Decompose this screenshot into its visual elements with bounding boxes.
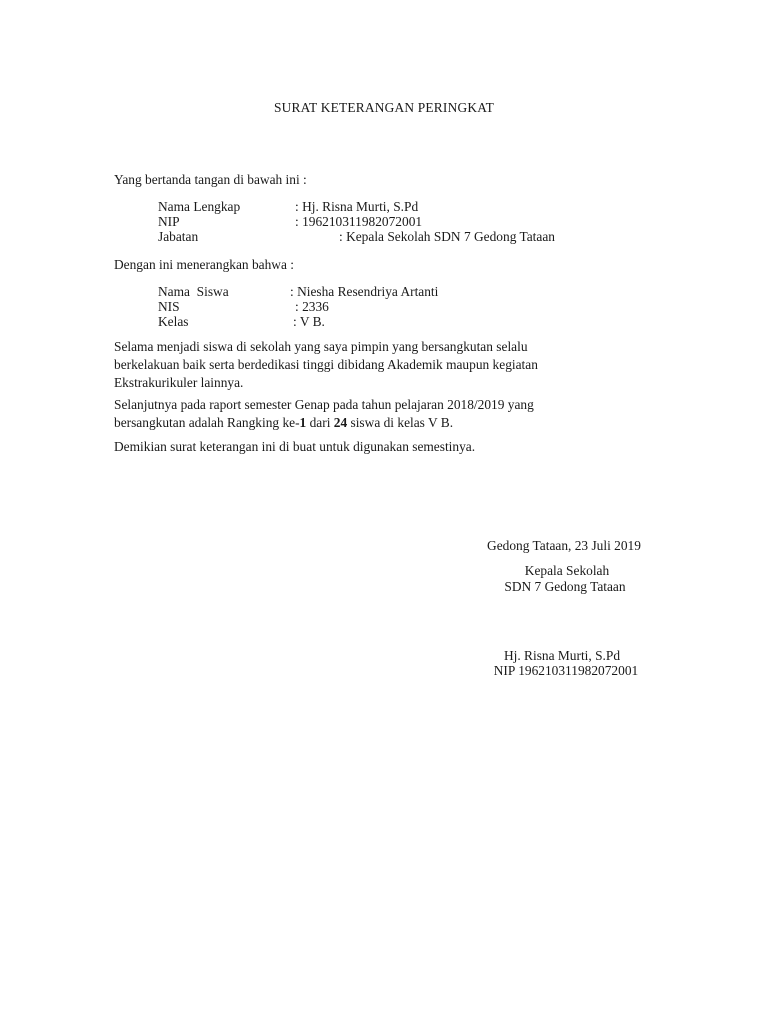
- signatory-nip: NIP 196210311982072001: [493, 663, 639, 678]
- letter-title: SURAT KETERANGAN PERINGKAT: [274, 100, 494, 115]
- signer-name-value: : Hj. Risna Murti, S.Pd: [295, 199, 419, 214]
- student-class-value: : V B.: [293, 314, 325, 329]
- signatory-school: SDN 7 Gedong Tataan: [504, 579, 626, 594]
- signatory-name: Hj. Risna Murti, S.Pd: [503, 648, 621, 663]
- total-students: 24: [333, 415, 348, 430]
- student-class-label: Kelas: [158, 314, 189, 329]
- signer-position-value: : Kepala Sekolah SDN 7 Gedong Tataan: [339, 229, 555, 244]
- student-name-value: : Niesha Resendriya Artanti: [290, 284, 439, 299]
- conduct-line: Ekstrakurikuler lainnya.: [114, 375, 244, 390]
- student-name-label: Nama Siswa: [158, 284, 229, 299]
- ranking-paragraph: [114, 396, 614, 432]
- closing-text: Demikian surat keterangan ini di buat untuk digunakan semestinya.: [114, 439, 476, 454]
- signer-position-label: Jabatan: [158, 229, 199, 244]
- statement-text: Dengan ini menerangkan bahwa :: [114, 257, 294, 272]
- ranking-pre-text: bersangkutan adalah Rangking ke-: [114, 415, 300, 430]
- place-date: Gedong Tataan, 23 Juli 2019: [487, 538, 641, 553]
- student-nis-label: NIS: [158, 299, 180, 314]
- signer-nip-label: NIP: [158, 214, 180, 229]
- student-nis-value: : 2336: [295, 299, 329, 314]
- intro-text: Yang bertanda tangan di bawah ini :: [114, 172, 307, 187]
- rank-number: 1: [299, 415, 307, 430]
- signer-nip-value: : 196210311982072001: [295, 214, 423, 229]
- ranking-line: Selanjutnya pada raport semester Genap pada tahun pelajaran 2018/2019 yang: [114, 397, 534, 412]
- conduct-paragraph: [114, 338, 614, 392]
- ranking-post-text: siswa di kelas V B.: [347, 415, 454, 430]
- ranking-mid-text: dari: [306, 415, 334, 430]
- conduct-line: Selama menjadi siswa di sekolah yang saya pimpin yang bersangkutan selalu: [114, 339, 528, 354]
- signer-name-label: Nama Lengkap: [158, 199, 241, 214]
- conduct-line: berkelakuan baik serta berdedikasi tinggi dibidang Akademik maupun kegiatan: [114, 357, 538, 372]
- ranking-line: [114, 414, 614, 432]
- signatory-title: Kepala Sekolah: [524, 563, 610, 578]
